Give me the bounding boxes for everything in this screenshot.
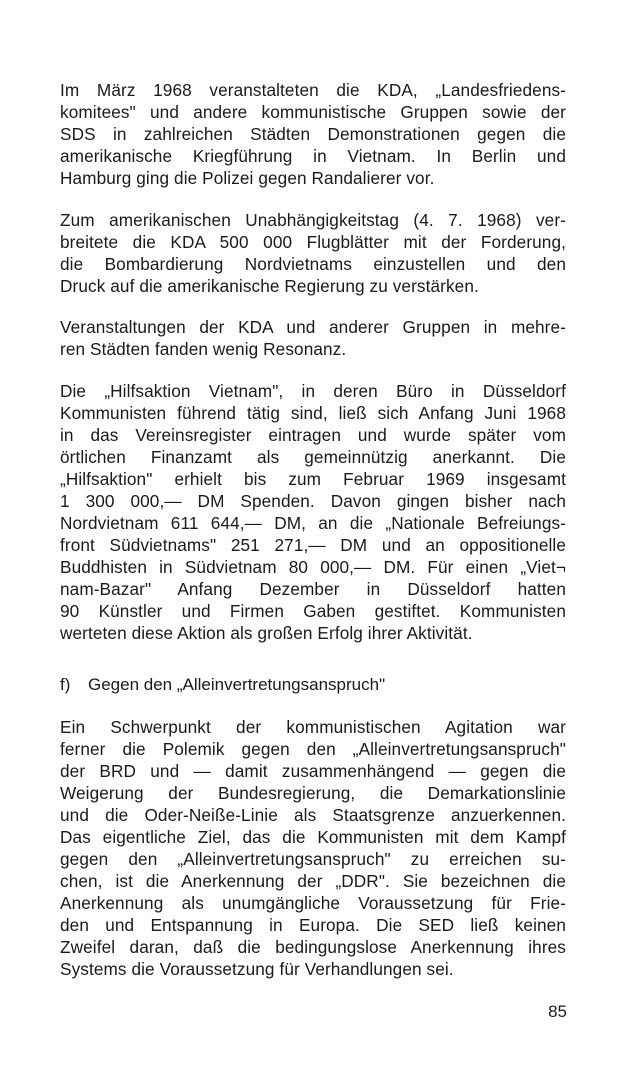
text-line: in das Vereinsregister eintragen und wurde später vom: [60, 425, 566, 445]
text-line: Das eigentliche Ziel, das die Kommunisten mit dem Kampf: [60, 827, 566, 847]
text-line: gegen den „Alleinvertretungsanspruch" zu erreichen su-: [60, 849, 566, 869]
text-line: Ein Schwerpunkt der kommunistischen Agitation war: [60, 717, 566, 737]
text-line: „Hilfsaktion" erhielt bis zum Februar 1969 insgesamt: [60, 469, 566, 489]
text-line: amerikanische Kriegführung in Vietnam. In Berlin und: [60, 146, 566, 166]
text-line: Systems die Voraussetzung für Verhandlungen sei.: [60, 959, 454, 979]
text-line: Zum amerikanischen Unabhängigkeitstag (4. 7. 1968) ver-: [60, 210, 566, 230]
text-line: komitees" und andere kommunistische Gruppen sowie der: [60, 102, 566, 122]
text-line: SDS in zahlreichen Städten Demonstrationen gegen die: [60, 124, 566, 144]
text-line: und die Oder-Neiße-Linie als Staatsgrenze anzuerkennen.: [60, 805, 566, 825]
text-line: Die „Hilfsaktion Vietnam", in deren Büro in Düsseldorf: [60, 381, 566, 401]
text-line: Veranstaltungen der KDA und anderer Gruppen in mehre-: [60, 317, 566, 337]
text-line: Im März 1968 veranstalteten die KDA, „Landesfriedens-: [60, 80, 566, 100]
text-line: örtlichen Finanzamt als gemeinnützig anerkannt. Die: [60, 447, 566, 467]
text-line: nam-Bazar" Anfang Dezember in Düsseldorf hatten: [60, 579, 566, 599]
text-line: chen, ist die Anerkennung der „DDR". Sie bezeichnen die: [60, 871, 566, 891]
section-heading-title: Gegen den „Alleinvertretungsanspruch": [88, 675, 386, 694]
text-line: 1 300 000,— DM Spenden. Davon gingen bisher nach: [60, 491, 566, 511]
text-line: front Südvietnams" 251 271,— DM und an oppositionelle: [60, 535, 566, 555]
section-heading-label: f): [60, 675, 71, 694]
section-heading: [60, 674, 385, 696]
text-line: Nordvietnam 611 644,— DM, an die „Nationale Befreiungs-: [60, 513, 566, 533]
text-line: ren Städten fanden wenig Resonanz.: [60, 339, 347, 359]
text-line: Zweifel daran, daß die bedingungslose Anerkennung ihres: [60, 937, 566, 957]
text-line: Hamburg ging die Polizei gegen Randalierer vor.: [60, 168, 435, 188]
text-line: Kommunisten führend tätig sind, ließ sich Anfang Juni 1968: [60, 403, 566, 423]
text-line: Weigerung der Bundesregierung, die Demarkationslinie: [60, 783, 566, 803]
text-line: ferner die Polemik gegen den „Alleinvertretungsanspruch": [60, 739, 566, 759]
text-line: breitete die KDA 500 000 Flugblätter mit der Forderung,: [60, 232, 566, 252]
text-line: den und Entspannung in Europa. Die SED ließ keinen: [60, 915, 566, 935]
text-line: die Bombardierung Nordvietnams einzustellen und den: [60, 254, 566, 274]
text-line: Buddhisten in Südvietnam 80 000,— DM. Für einen „Viet¬: [60, 557, 566, 577]
text-line: Anerkennung als unumgängliche Voraussetzung für Frie-: [60, 893, 566, 913]
text-line: werteten diese Aktion als großen Erfolg ihrer Aktivität.: [60, 623, 473, 643]
text-line: der BRD und — damit zusammenhängend — gegen die: [60, 761, 566, 781]
text-line: Druck auf die amerikanische Regierung zu verstärken.: [60, 276, 479, 296]
text-line: 90 Künstler und Firmen Gaben gestiftet. Kommunisten: [60, 601, 566, 621]
page-number: 85: [548, 1002, 567, 1021]
